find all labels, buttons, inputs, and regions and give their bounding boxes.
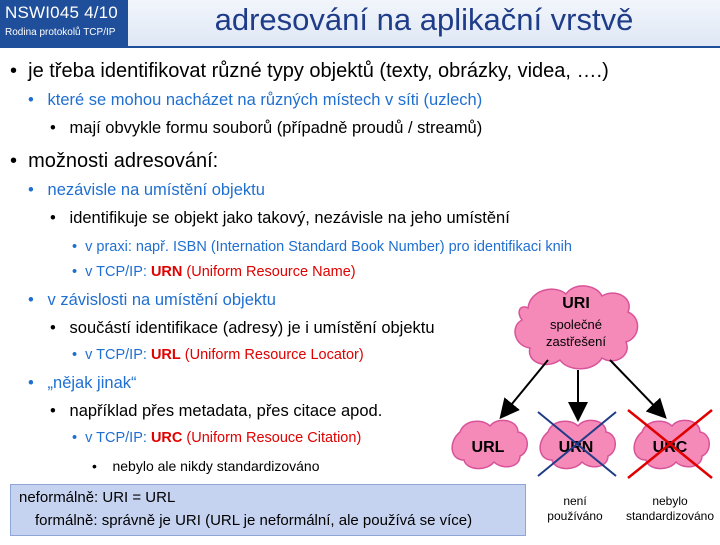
bullet-text: například přes metadata, přes citace apod.	[69, 402, 383, 420]
bullet-text: „nějak jinak“	[47, 374, 137, 392]
bullet-level2: • v závislosti na umístění objektu	[28, 291, 276, 309]
course-code: NSWI045 4/10	[5, 3, 118, 22]
bullet-text: identifikuje se objekt jako takový, nezávisle na jeho umístění	[69, 209, 510, 227]
bullet-level4: • v praxi: např. ISBN (Internation Standard Book Number) pro identifikaci knih	[72, 239, 572, 255]
urn-label: URN	[558, 439, 594, 456]
urn-caption-line2: používáno	[547, 509, 603, 523]
url-label: URL	[471, 439, 505, 456]
bullet-prefix: v TCP/IP:	[85, 264, 151, 280]
bullet-full-name: (Uniform Resouce Citation)	[182, 430, 362, 446]
uri-label: URI	[562, 295, 590, 312]
bullet-level2: • „nějak jinak“	[28, 374, 137, 392]
abbr-urc: URC	[150, 430, 183, 446]
bullet-full-name: (Uniform Resource Name)	[182, 264, 356, 280]
bullet-level3: • identifikuje se objekt jako takový, nezávisle na jeho umístění	[50, 209, 510, 227]
uri-sub2: zastřešení	[546, 334, 606, 349]
bullet-level1: • je třeba identifikovat různé typy objektů (texty, obrázky, videa, ….)	[10, 60, 609, 82]
bullet-text: nebylo ale nikdy standardizováno	[112, 458, 320, 474]
title-divider	[0, 46, 720, 48]
bullet-full-name: (Uniform Resource Locator)	[180, 347, 364, 363]
bullet-level4: • v TCP/IP: URC (Uniform Resouce Citation)	[72, 430, 362, 446]
uri-diagram	[430, 280, 720, 540]
abbr-url: URL	[150, 347, 181, 363]
abbr-urn: URN	[150, 264, 183, 280]
bullet-level2: • nezávisle na umístění objektu	[28, 181, 265, 199]
note-informal: neformálně: URI = URL	[19, 489, 176, 506]
bullet-text: které se mohou nacházet na různých místech v síti (uzlech)	[47, 91, 483, 109]
arrow-to-urc	[610, 360, 664, 416]
bullet-text: v praxi: např. ISBN (Internation Standard Book Number) pro identifikaci knih	[85, 239, 572, 255]
urn-caption	[535, 494, 615, 524]
bullet-text: mají obvykle formu souborů (případně proudů / streamů)	[69, 119, 483, 137]
bullet-text: možnosti adresování:	[28, 150, 219, 172]
urc-label: URC	[652, 439, 688, 456]
urn-caption-line1: není	[563, 494, 587, 508]
course-name: Rodina protokolů TCP/IP	[5, 27, 116, 38]
bullet-level1: • možnosti adresování:	[10, 150, 219, 172]
bullet-prefix: v TCP/IP:	[85, 347, 151, 363]
uri-sub1: společné	[549, 317, 603, 332]
bullet-level3: • mají obvykle formu souborů (případně proudů / streamů)	[50, 119, 483, 137]
bullet-text: nezávisle na umístění objektu	[47, 181, 265, 199]
bullet-text: je třeba identifikovat různé typy objektů (texty, obrázky, videa, ….)	[28, 60, 609, 82]
bullet-text: v závislosti na umístění objektu	[47, 291, 276, 309]
urc-caption-line2: standardizováno	[625, 509, 715, 523]
bullet-level4: • v TCP/IP: URL (Uniform Resource Locator)	[72, 347, 364, 363]
bullet-level3: • například přes metadata, přes citace apod.	[50, 402, 383, 420]
bullet-prefix: v TCP/IP:	[85, 430, 151, 446]
bullet-level3: • součástí identifikace (adresy) je i umístění objektu	[50, 319, 435, 337]
course-badge	[0, 0, 128, 46]
bullet-text: součástí identifikace (adresy) je i umístění objektu	[69, 319, 435, 337]
bullet-level5: • nebylo ale nikdy standardizováno	[92, 458, 320, 474]
urc-caption	[618, 494, 720, 524]
arrow-to-url	[502, 360, 548, 416]
slide-header	[0, 0, 720, 46]
bullet-level2: • které se mohou nacházet na různých místech v síti (uzlech)	[28, 91, 483, 109]
note-formal: formálně: správně je URI (URL je neformální, ale používá se více)	[35, 512, 473, 529]
bullet-level4: • v TCP/IP: URN (Uniform Resource Name)	[72, 264, 356, 280]
slide-title: adresování na aplikační vrstvě	[214, 2, 634, 37]
urc-caption-line1: nebylo	[652, 494, 688, 508]
